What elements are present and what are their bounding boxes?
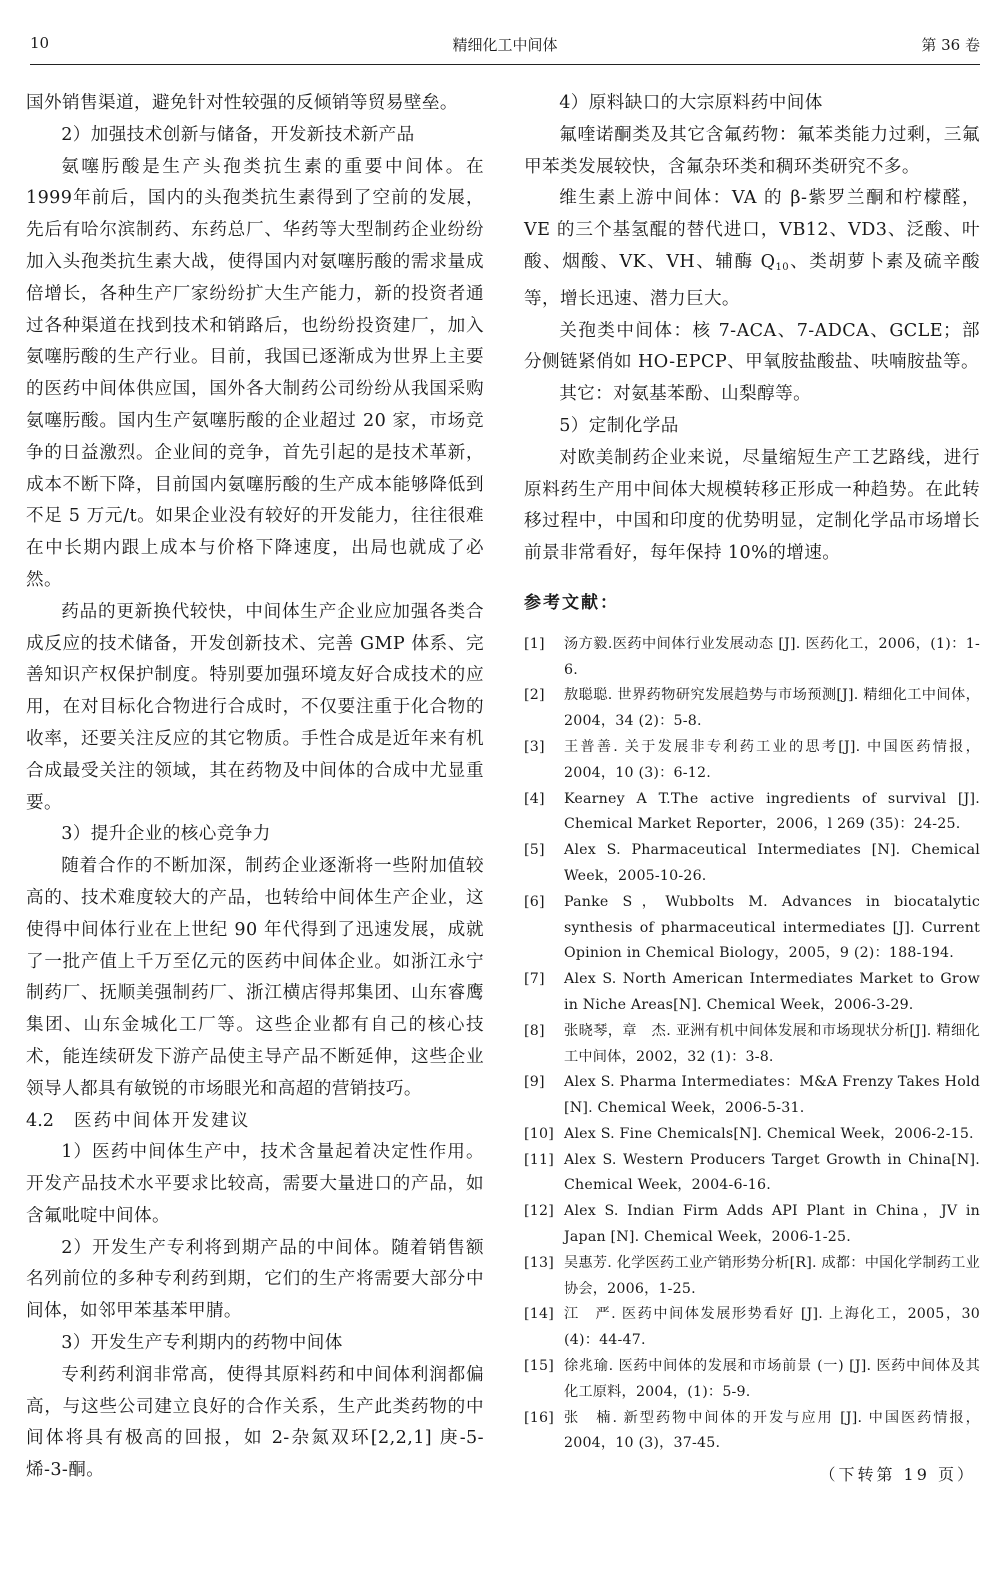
volume-label: 第 36 卷 xyxy=(921,36,980,54)
reference-number: [9] xyxy=(524,1074,545,1091)
paragraph: 2）开发生产专利将到期产品的中间体。随着销售额名列前位的多种专利药到期，它们的生产将需要大部分中间体，如邻甲苯基苯甲腈。 xyxy=(26,1237,484,1322)
reference-item xyxy=(524,632,980,684)
reference-number: [14] xyxy=(524,1306,554,1323)
header-rule xyxy=(30,64,980,65)
reference-number: [12] xyxy=(524,1203,554,1220)
reference-number: [1] xyxy=(524,635,545,652)
running-header xyxy=(30,30,980,60)
paragraph: 专利药利润非常高，使得其原料药和中间体利润都偏高，与这些公司建立良好的合作关系，生产此类药物的中间体将具有极高的回报，如 2-杂氮双环[2,2,1] 庚-5-烯-3-酮。 xyxy=(26,1364,484,1481)
section-number: 4.2 xyxy=(26,1110,54,1131)
page-number: 10 xyxy=(30,34,50,52)
reference-text: Alex S. Pharmaceutical Intermediates [N]. Chemical Week，2005-10-26. xyxy=(564,842,980,884)
reference-number: [8] xyxy=(524,1022,545,1039)
reference-number: [16] xyxy=(524,1409,554,1426)
section-title: 医药中间体开发建议 xyxy=(73,1110,251,1131)
paragraph: 国外销售渠道，避免针对性较强的反倾销等贸易壁垒。 xyxy=(26,93,458,113)
subheading: 2）加强技术创新与储备，开发新技术新产品 xyxy=(61,124,415,145)
subheading: 3）开发生产专利期内的药物中间体 xyxy=(61,1333,343,1354)
paragraph: 对欧美制药企业来说，尽量缩短生产工艺路线，进行原料药生产用中间体大规模转移正形成一种趋势。在此转移过程中，中国和印度的优势明显，定制化学品市场增长前景非常看好，每年保持 10%的增速。 xyxy=(524,447,980,564)
reference-number: [3] xyxy=(524,738,545,755)
subheading: 3）提升企业的核心竞争力 xyxy=(61,824,271,845)
reference-number: [15] xyxy=(524,1358,554,1375)
reference-item xyxy=(524,1070,980,1122)
reference-text: 张晓琴，章 杰. 亚洲有机中间体发展和市场现状分析[J]. 精细化工中间体，2002，32 (1)：3-8. xyxy=(564,1022,980,1065)
reference-number: [13] xyxy=(524,1254,554,1271)
reference-item xyxy=(524,683,980,735)
continued-note: （下转第 19 页） xyxy=(819,1465,976,1485)
reference-text: Alex S. Western Producers Target Growth in China[N]. Chemical Week，2004-6-16. xyxy=(564,1151,980,1194)
paragraph: 1）医药中间体生产中，技术含量起着决定性作用。开发产品技术水平要求比较高，需要大量进口的产品，如含氟吡啶中间体。 xyxy=(26,1142,484,1226)
paragraph: 氨噻肟酸是生产头孢类抗生素的重要中间体。在1999年前后，国内的头孢类抗生素得到了空前的发展，先后有哈尔滨制药、东药总厂、华药等大型制药企业纷纷加入头孢类抗生素大战，使得国内对氨噻肟酸的需求量成倍增长，各种生产厂家纷纷扩大生产能力，新的投资者通过各种渠道在找到技术和销路后，也纷纷投资建厂，加入氨噻肟酸的生产行业。目前，我国已逐渐成为世界上主要的医药中间体供应国，国外各大制药公司纷纷从我国采购氨噻肟酸。国内生产氨噻肟酸的企业超过 20 家，市场竞争的日益激烈。企业间的竞争，首先引起的是技术革新，成本不断下降，目前国内氨噻肟酸的生产成本能够降低到不足 5 万元/t。如果企业没有较好的开发能力，往往很难在中长期内跟上成本与价格下降速度，出局也就成了必然。 xyxy=(26,156,484,590)
paragraph xyxy=(524,183,980,315)
reference-number: [6] xyxy=(524,893,545,910)
reference-text: Alex S. Pharma Intermediates：M&A Frenzy Takes Hold [N]. Chemical Week，2006-5-31. xyxy=(564,1074,980,1117)
reference-number: [10] xyxy=(524,1125,554,1142)
reference-item xyxy=(524,838,980,890)
reference-number: [2] xyxy=(524,687,545,704)
paragraph: 其它：对氨基苯酚、山梨醇等。 xyxy=(559,384,812,405)
paragraph-text: 维生素上游中间体：VA 的 β-紫罗兰酮和柠檬醛，VE 的三个基氢醌的替代进口，VB12、VD3、泛酸、叶酸、烟酸、VK、VH、辅酶 Q xyxy=(524,188,980,272)
right-column xyxy=(524,88,980,1491)
paragraph: 随着合作的不断加深，制药企业逐渐将一些附加值较高的、技术难度较大的产品，也转给中间体生产企业，这使得中间体行业在上世纪 90 年代得到了迅速发展，成就了一批产值上千万至亿元的医药中间体企业。如浙江永宁制药厂、抚顺美强制药厂、浙江横店得邦集团、山东睿鹰集团、山东金城化工厂等。这些企业都有自己的核心技术，能连续研发下游产品使主导产品不断延伸，这些企业领导人都具有敏锐的市场眼光和高超的营销技巧。 xyxy=(26,856,484,1099)
reference-text: 张 楠. 新型药物中间体的开发与应用 [J]. 中国医药情报，2004，10 (3)，37-45. xyxy=(564,1409,980,1452)
reference-text: Alex S. North American Intermediates Market to Grow in Niche Areas[N]. Chemical Week，2006-3-29. xyxy=(564,971,980,1013)
reference-text: 敖聪聪. 世界药物研究发展趋势与市场预测[J]. 精细化工中间体，2004，34 (2)：5-8. xyxy=(564,687,980,730)
reference-text: 江 严. 医药中间体发展形势看好 [J]. 上海化工，2005，30 (4)：44-47. xyxy=(564,1306,980,1349)
subheading: 5）定制化学品 xyxy=(559,415,679,436)
reference-item xyxy=(524,1406,980,1458)
reference-text: 吴惠芳. 化学医药工业产销形势分析[R]. 成都：中国化学制药工业协会，2006，1-25. xyxy=(564,1254,980,1297)
reference-list xyxy=(524,632,980,1458)
reference-text: 王普善. 关于发展非专利药工业的思考[J]. 中国医药情报，2004，10 (3)：6-12. xyxy=(564,738,980,781)
reference-item xyxy=(524,1251,980,1303)
paragraph: 药品的更新换代较快，中间体生产企业应加强各类合成反应的技术储备，开发创新技术、完善 GMP 体系、完善知识产权保护制度。特别要加强环境友好合成技术的应用，在对目标化合物进行合成时，不仅要注重于化合物的收率，还要关注反应的其它物质。手性合成是近年来有机合成最受关注的领域，其在药物及中间体的合成中尤显重要。 xyxy=(26,601,484,813)
paragraph: 关孢类中间体：核 7-ACA、7-ADCA、GCLE；部分侧链紧俏如 HO-EPCP、甲氧胺盐酸盐、呋喃胺盐等。 xyxy=(524,320,980,373)
reference-item xyxy=(524,1199,980,1251)
reference-item xyxy=(524,967,980,1019)
reference-number: [5] xyxy=(524,842,545,859)
reference-text: 汤方毅.医药中间体行业发展动态 [J]. 医药化工，2006，(1)：1-6. xyxy=(564,635,980,678)
journal-title: 精细化工中间体 xyxy=(452,36,558,54)
reference-item xyxy=(524,735,980,787)
reference-item xyxy=(524,1019,980,1071)
reference-item xyxy=(524,787,980,839)
reference-item xyxy=(524,1354,980,1406)
references-title: 参考文献： xyxy=(524,592,619,613)
paragraph: 氟喹诺酮类及其它含氟药物：氟苯类能力过剩，三氟甲苯类发展较快，含氟杂环类和稠环类研究不多。 xyxy=(524,124,980,177)
reference-text: 徐兆瑜. 医药中间体的发展和市场前景 (一) [J]. 医药中间体及其化工原料，2004，(1)：5-9. xyxy=(564,1358,980,1400)
reference-text: Alex S. Indian Firm Adds API Plant in China，JV in Japan [N]. Chemical Week，2006-1-25. xyxy=(564,1203,980,1246)
reference-item xyxy=(524,1148,980,1200)
reference-item xyxy=(524,1302,980,1354)
subscript: 10 xyxy=(775,261,790,273)
reference-item xyxy=(524,890,980,967)
reference-text: Panke S，Wubbolts M. Advances in biocatalytic synthesis of pharmaceutical intermediates [J]. Current Opinion in Chemical Biology，2005，9 (2)：188-194. xyxy=(564,893,980,962)
reference-text: Kearney A T.The active ingredients of survival [J]. Chemical Market Reporter，2006，l 269 (35)：24-25. xyxy=(564,790,980,833)
reference-number: [11] xyxy=(524,1151,554,1168)
reference-text: Alex S. Fine Chemicals[N]. Chemical Week，2006-2-15. xyxy=(564,1125,974,1142)
reference-item xyxy=(524,1122,980,1148)
reference-number: [7] xyxy=(524,971,545,988)
left-column xyxy=(26,88,484,1487)
subheading: 4）原料缺口的大宗原料药中间体 xyxy=(559,93,823,113)
section-heading xyxy=(26,1106,484,1138)
reference-number: [4] xyxy=(524,790,545,807)
paragraph-text: 、类胡萝卜素及硫辛酸等，增长迅速、潜力巨大。 xyxy=(524,251,980,309)
